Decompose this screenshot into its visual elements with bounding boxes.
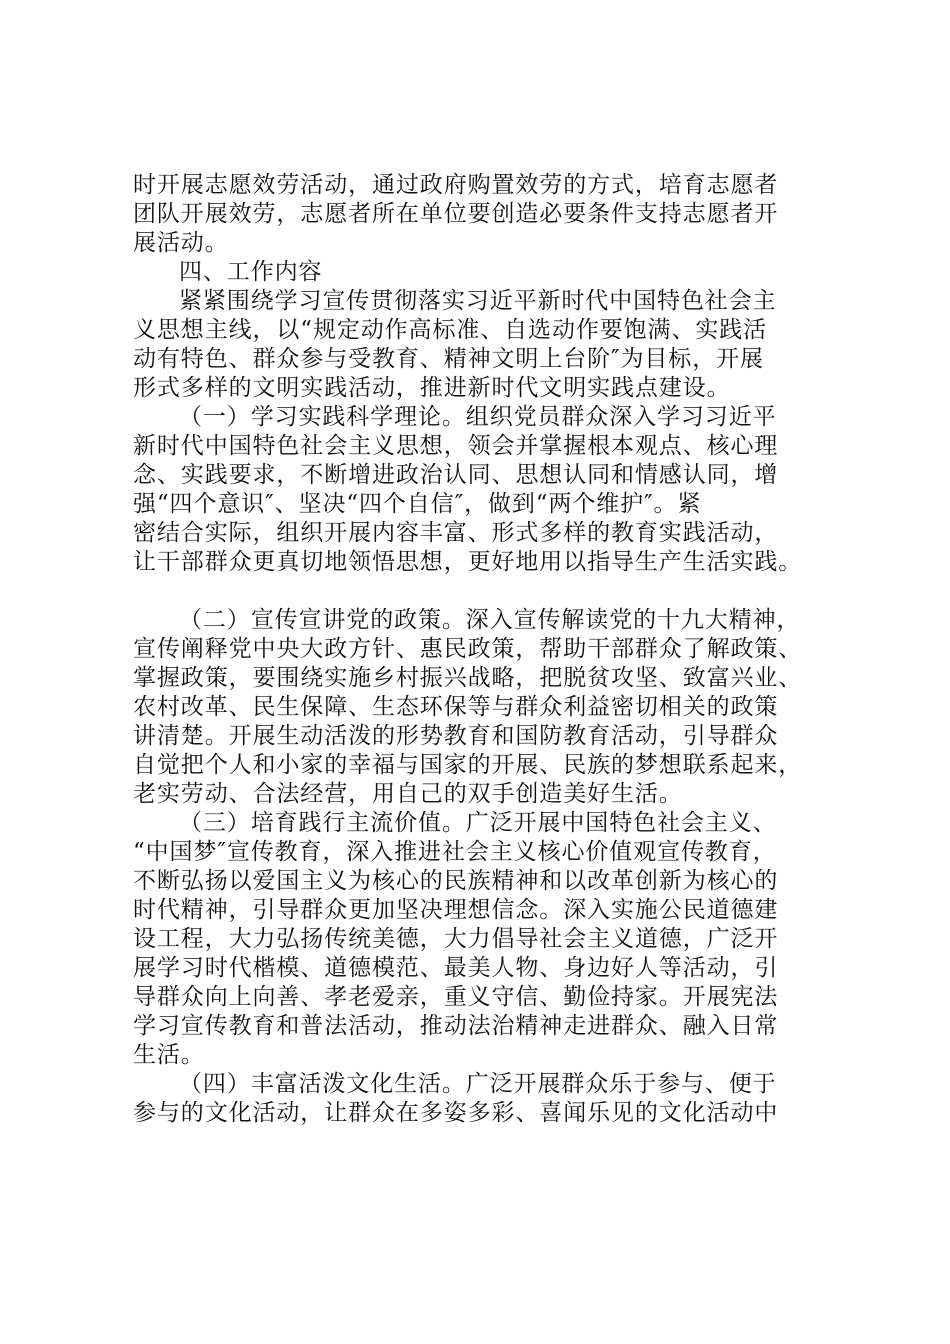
text-line: 展学习时代楷模、道德模范、最美人物、身边好人等活动，引: [133, 955, 779, 981]
text-line: 参与的文化活动，让群众在多姿多彩、喜闻乐见的文化活动中: [133, 1100, 779, 1126]
text-line: 让干部群众更真切地领悟思想，更好地用以指导生产生活实践。: [133, 549, 803, 575]
text-line: 导群众向上向善、孝老爱亲，重义守信、勤俭持家。开展宪法: [133, 984, 779, 1010]
text-line: 掌握政策，要围绕实施乡村振兴战略，把脱贫攻坚、致富兴业、: [133, 665, 803, 691]
subsection-heading: （一）学习实践科学理论。组织党员群众深入学习习近平: [179, 404, 777, 430]
text-line: 设工程，大力弘扬传统美德，大力倡导社会主义道德，广泛开: [133, 926, 779, 952]
text-line: 团队开展效劳，志愿者所在单位要创造必要条件支持志愿者开: [133, 201, 779, 227]
document-body: [133, 171, 833, 1128]
text-line: “中国梦″宣传教育，深入推进社会主义核心价值观宣传教育，: [133, 839, 777, 865]
text-line: 宣传阐释党中央大政方针、惠民政策，帮助干部群众了解政策、: [133, 636, 803, 662]
section-heading: 四、工作内容: [179, 259, 323, 285]
text-line: 农村改革、民生保障、生态环保等与群众利益密切相关的政策: [133, 694, 779, 720]
text-line: 展活动。: [133, 230, 229, 256]
text-line: 学习宣传教育和普法活动，推动法治精神走进群众、融入日常: [133, 1013, 779, 1039]
text-line: 形式多样的文明实践活动，推进新时代文明实践点建设。: [133, 375, 731, 401]
text-line: 密结合实际，组织开展内容丰富、形式多样的教育实践活动，: [133, 520, 779, 546]
text-line: 动有特色、群众参与受教育、精神文明上台阶″为目标，开展: [133, 346, 764, 372]
text-line: 不断弘扬以爱国主义为核心的民族精神和以改革创新为核心的: [133, 868, 779, 894]
text-line: 念、实践要求，不断增进政治认同、思想认同和情感认同，增: [133, 462, 779, 488]
text-line: 时开展志愿效劳活动，通过政府购置效劳的方式，培育志愿者: [133, 172, 779, 198]
text-line: 时代精神，引导群众更加坚决理想信念。深入实施公民道德建: [133, 897, 779, 923]
text-line: 老实劳动、合法经营，用自己的双手创造美好生活。: [133, 781, 683, 807]
text-line: 紧紧围绕学习宣传贯彻落实习近平新时代中国特色社会主: [179, 288, 777, 314]
subsection-heading: （三）培育践行主流价值。广泛开展中国特色社会主义、: [179, 810, 777, 836]
text-line: 生活。: [133, 1042, 205, 1068]
subsection-heading: （二）宣传宣讲党的政策。深入宣传解读党的十九大精神，: [179, 607, 801, 633]
text-line: 自觉把个人和小家的幸福与国家的开展、民族的梦想联系起来，: [133, 752, 803, 778]
text-line: 讲清楚。开展生动活泼的形势教育和国防教育活动，引导群众: [133, 723, 779, 749]
text-line: 新时代中国特色社会主义思想，领会并掌握根本观点、核心理: [133, 433, 779, 459]
text-line: 义思想主线，以“规定动作高标准、自选动作要饱满、实践活: [133, 317, 768, 343]
subsection-heading: （四）丰富活泼文化生活。广泛开展群众乐于参与、便于: [179, 1071, 777, 1097]
text-line: 强“四个意识″、坚决“四个自信″，做到“两个维护″。紧: [133, 491, 702, 517]
paragraph-gap: [133, 577, 833, 606]
